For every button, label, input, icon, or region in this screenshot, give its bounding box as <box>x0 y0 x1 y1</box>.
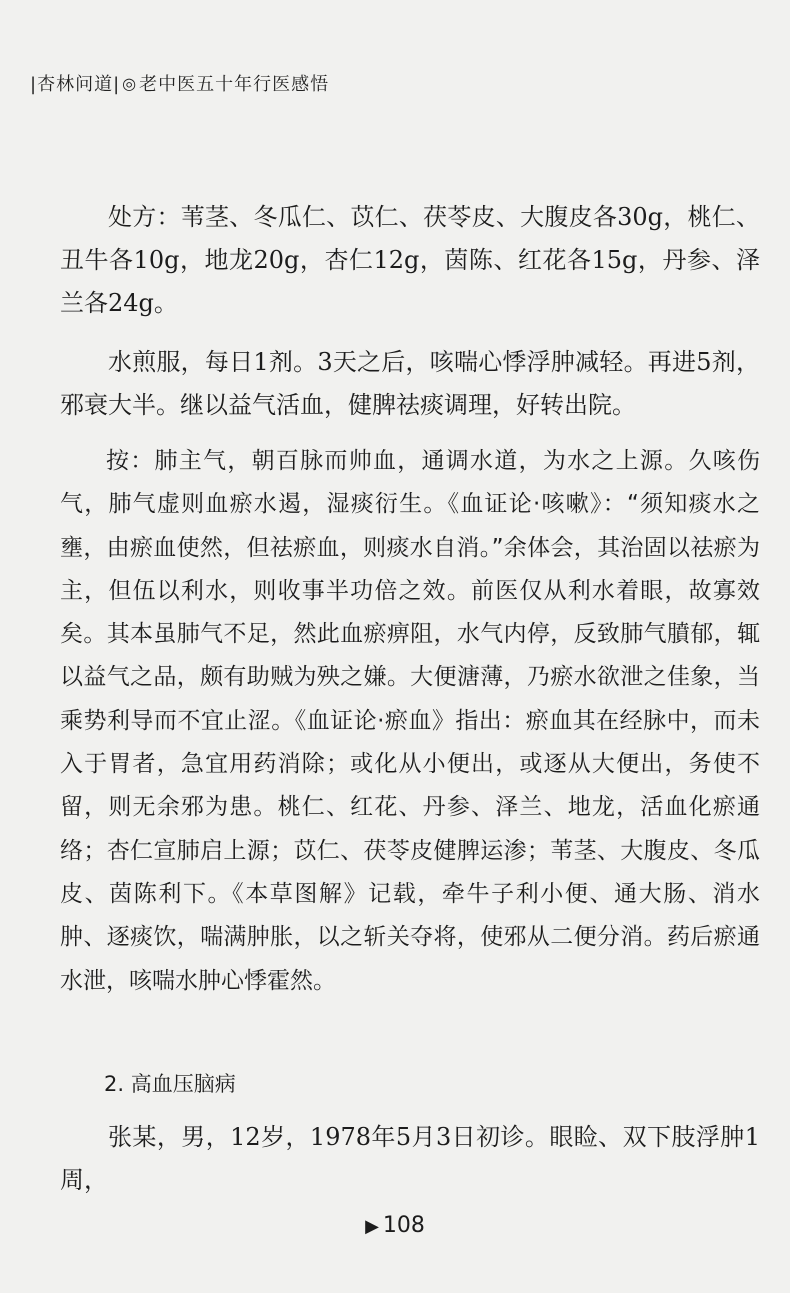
section-heading: 2. 高血压脑病 <box>104 1072 236 1096</box>
bullet-icon: ◎ <box>122 73 138 93</box>
prescription-paragraph: 处方：苇茎、冬瓜仁、苡仁、茯苓皮、大腹皮各30g，桃仁、丑牛各10g，地龙20g，杏仁12g，茵陈、红花各15g，丹参、泽兰各24g。 <box>60 203 760 317</box>
commentary-paragraph: 按：肺主气，朝百脉而帅血，通调水道，为水之上源。久咳伤气，肺气虚则血瘀水遏，湿痰衍生。《血证论·咳嗽》：“须知痰水之壅，由瘀血使然，但祛瘀血，则痰水自消。”余体会，其治固以祛瘀为主，但伍以利水，则收事半功倍之效。前医仅从利水着眼，故寡效矣。其本虽肺气不足，然此血瘀痹阻，水气内停，反致肺气膹郁，辄以益气之品，颇有助贼为殃之嫌。大便溏薄，乃瘀水欲泄之佳象，当乘势利导而不宜止涩。《血证论·瘀血》指出：瘀血其在经脉中，而未入于胃者，急宜用药消除；或化从小便出，或逐从大便出，务使不留，则无余邪为患。桃仁、红花、丹参、泽兰、地龙，活血化瘀通络；杏仁宣肺启上源；苡仁、茯苓皮健脾运渗；苇茎、大腹皮、冬瓜皮、茵陈利下。《本草图解》记载，牵牛子利小便、通大肠、消水肿、逐痰饮，喘满肿胀，以之斩关夺将，使邪从二便分消。药后瘀通水泄，咳喘水肿心悸霍然。 <box>60 448 760 994</box>
treatment-course-paragraph: 水煎服，每日1剂。3天之后，咳喘心悸浮肿减轻。再进5剂，邪衰大半。继以益气活血，健脾祛痰调理，好转出院。 <box>60 348 760 419</box>
page-number <box>0 1213 790 1238</box>
series-name: |杏林问道| <box>30 74 121 95</box>
running-header <box>30 70 329 96</box>
page-marker-icon: ▶ <box>365 1216 379 1237</box>
book-title: 老中医五十年行医感悟 <box>139 74 330 95</box>
page-number-value: 108 <box>382 1213 425 1238</box>
case-paragraph: 张某，男，12岁，1978年5月3日初诊。眼睑、双下肢浮肿1周， <box>60 1123 760 1194</box>
